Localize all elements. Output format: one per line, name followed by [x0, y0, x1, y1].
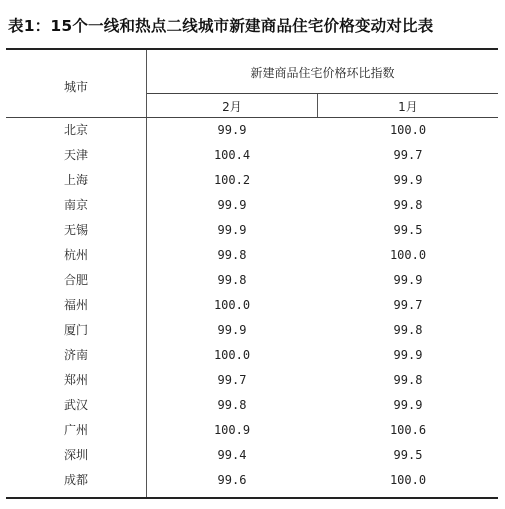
jan-value-cell: 99.5: [393, 448, 423, 462]
table-row: [6, 418, 498, 443]
table-body: [6, 118, 498, 493]
table-row: [6, 293, 498, 318]
jan-value-cell: 99.9: [393, 398, 423, 412]
jan-value-cell: 99.8: [393, 373, 423, 387]
feb-value-cell: 100.4: [213, 148, 251, 162]
city-cell: 南京: [63, 198, 88, 212]
table-row: [6, 143, 498, 168]
feb-value-cell: 99.4: [217, 448, 247, 462]
table-row: [6, 468, 498, 493]
feb-value-cell: 100.9: [213, 423, 251, 437]
city-cell: 武汉: [63, 398, 88, 412]
feb-value-cell: 99.9: [217, 223, 247, 237]
table-title: 表1：15个一线和热点二线城市新建商品住宅价格变动对比表: [8, 17, 434, 35]
feb-value-cell: 99.6: [217, 473, 247, 487]
jan-value-cell: 99.9: [393, 173, 423, 187]
feb-value-cell: 99.9: [217, 123, 247, 137]
feb-value-cell: 100.0: [213, 348, 251, 362]
city-cell: 福州: [63, 298, 88, 312]
jan-value-cell: 99.7: [393, 148, 423, 162]
city-cell: 北京: [63, 123, 88, 137]
feb-value-cell: 99.8: [217, 273, 247, 287]
table-row: [6, 118, 498, 143]
table-row: [6, 268, 498, 293]
jan-value-cell: 100.0: [389, 473, 427, 487]
city-cell: 合肥: [63, 273, 88, 287]
jan-value-cell: 99.8: [393, 323, 423, 337]
city-cell: 天津: [63, 148, 88, 162]
city-cell: 上海: [63, 173, 88, 187]
header-city: 城市: [63, 79, 88, 94]
jan-value-cell: 99.5: [393, 223, 423, 237]
table-row: [6, 193, 498, 218]
feb-value-cell: 100.0: [213, 298, 251, 312]
jan-value-cell: 99.9: [393, 273, 423, 287]
jan-value-cell: 99.8: [393, 198, 423, 212]
city-cell: 厦门: [63, 323, 88, 337]
feb-value-cell: 100.2: [213, 173, 251, 187]
feb-value-cell: 99.9: [217, 198, 247, 212]
city-cell: 广州: [63, 423, 88, 437]
city-cell: 深圳: [63, 448, 88, 462]
table-row: [6, 393, 498, 418]
feb-value-cell: 99.9: [217, 323, 247, 337]
city-cell: 无锡: [63, 223, 88, 237]
table-row: [6, 318, 498, 343]
jan-value-cell: 99.9: [393, 348, 423, 362]
table-row: [6, 343, 498, 368]
header-index: 新建商品住宅价格环比指数: [250, 66, 395, 80]
jan-value-cell: 100.0: [389, 123, 427, 137]
table-row: [6, 368, 498, 393]
feb-value-cell: 99.7: [217, 373, 247, 387]
table-bottom-rule: [6, 497, 498, 499]
city-cell: 济南: [63, 348, 88, 362]
jan-value-cell: 100.6: [389, 423, 427, 437]
header-january: 1月: [398, 99, 418, 114]
city-cell: 成都: [63, 473, 88, 487]
table-row: [6, 168, 498, 193]
city-cell: 郑州: [63, 373, 88, 387]
jan-value-cell: 99.7: [393, 298, 423, 312]
table-row: [6, 218, 498, 243]
feb-value-cell: 99.8: [217, 248, 247, 262]
header-index-underline: [147, 93, 498, 94]
header-february: 2月: [222, 99, 242, 114]
table-row: [6, 243, 498, 268]
table-top-rule: [6, 48, 498, 50]
jan-value-cell: 100.0: [389, 248, 427, 262]
city-cell: 杭州: [63, 248, 88, 262]
feb-value-cell: 99.8: [217, 398, 247, 412]
table-row: [6, 443, 498, 468]
